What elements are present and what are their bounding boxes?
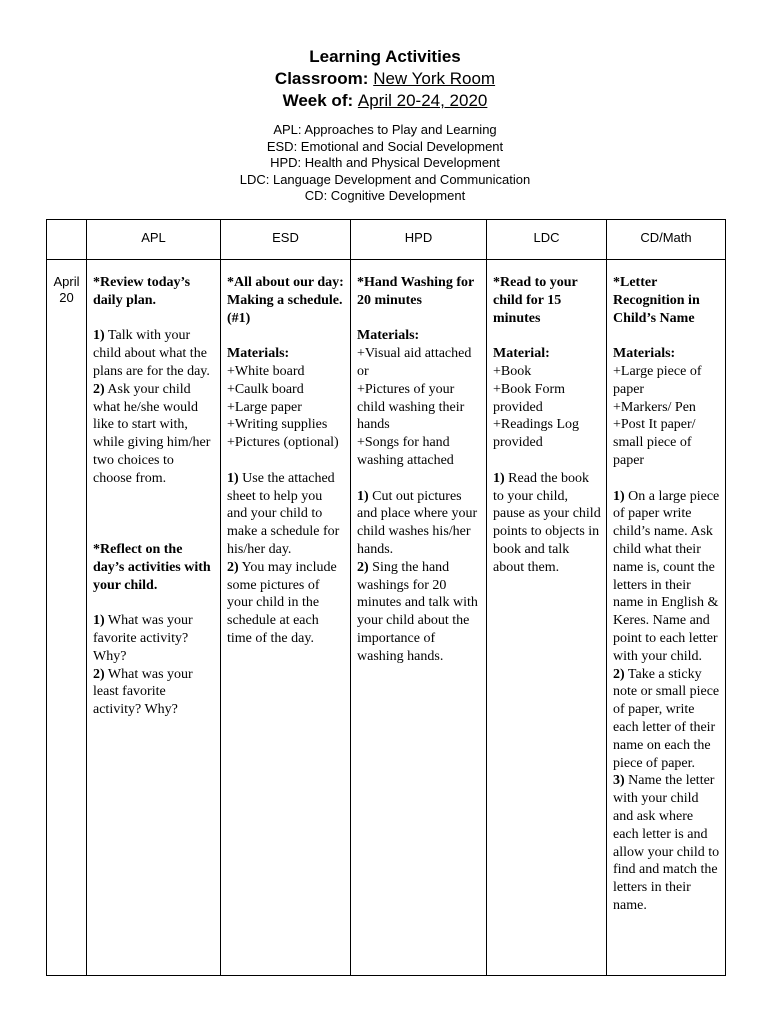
date-cell xyxy=(47,260,87,976)
apl-reflect-heading: *Reflect on the day’s activities with your child. xyxy=(93,541,211,593)
legend-item-esd: ESD: Emotional and Social Development xyxy=(266,138,504,154)
legend-item-hpd: HPD: Health and Physical Development xyxy=(270,155,500,171)
cd-step-3: 3) Name the letter with your child and ask where each letter is and allow your child to find and match the letters in their name. xyxy=(613,773,720,913)
cd-material-item: +Large piece of paper xyxy=(613,363,702,397)
cd-material-item: +Post It paper/ small piece of paper xyxy=(613,417,696,468)
esd-step-1: 1) Use the attached sheet to help you and your child to make a schedule for his/her day. xyxy=(227,470,340,557)
cd-step-2: 2) Take a sticky note or small piece of paper, write each letter of their name on each the piece of paper. xyxy=(613,666,720,771)
column-header-ldc: LDC xyxy=(487,220,607,260)
apl-heading: *Review today’s daily plan. xyxy=(93,275,191,308)
classroom-value: New York Room xyxy=(373,69,496,88)
column-header-apl: APL xyxy=(87,220,221,260)
apl-question-2: 2) What was your least favorite activity? Why? xyxy=(93,666,193,718)
table-header-row xyxy=(47,220,726,260)
apl-question-1: 1) What was your favorite activity? Why? xyxy=(93,613,193,664)
classroom-line xyxy=(0,68,770,90)
esd-cell xyxy=(221,260,351,976)
esd-material-item: +Caulk board xyxy=(227,381,304,397)
legend-item-cd: CD: Cognitive Development xyxy=(304,188,466,204)
hpd-cell xyxy=(351,260,487,976)
cd-material-item: +Markers/ Pen xyxy=(613,399,696,415)
apl-cell xyxy=(87,260,221,976)
cd-materials-label: Materials: xyxy=(613,346,676,362)
hpd-heading: *Hand Washing for 20 minutes xyxy=(357,275,474,308)
document-header xyxy=(0,46,770,205)
week-line xyxy=(0,90,770,112)
ldc-material-item: +Readings Log provided xyxy=(493,417,580,451)
date-month: April xyxy=(53,274,80,289)
legend-item-apl: APL: Approaches to Play and Learning xyxy=(273,122,497,137)
esd-material-item: +Writing supplies xyxy=(227,417,328,433)
hpd-step-1: 1) Cut out pictures and place where your child washes his/her hands. xyxy=(357,488,478,557)
cd-math-cell xyxy=(607,260,726,976)
ldc-material-label: Material: xyxy=(493,346,550,362)
ldc-material-item: +Book Form provided xyxy=(493,381,566,415)
column-header-esd: ESD xyxy=(221,220,351,260)
ldc-step-1: 1) Read the book to your child, pause as your child points to objects in book and talk about them. xyxy=(493,470,601,575)
apl-step-2: 2) Ask your child what he/she would like to start with, while giving him/her two choices to choose from. xyxy=(93,381,211,486)
cd-heading: *Letter Recognition in Child’s Name xyxy=(613,275,700,326)
hpd-material-item: +Visual aid attached or xyxy=(357,346,472,379)
column-header-cd-math: CD/Math xyxy=(607,220,726,260)
esd-heading: *All about our day: Making a schedule. (#1) xyxy=(227,275,344,326)
esd-material-item: +Large paper xyxy=(227,399,302,415)
classroom-label: Classroom: xyxy=(274,69,369,88)
ldc-material-item: +Book xyxy=(493,363,532,379)
page-title: Learning Activities xyxy=(309,47,461,66)
abbreviation-legend xyxy=(0,122,770,205)
hpd-materials-label: Materials: xyxy=(357,328,420,344)
hpd-material-item: +Pictures of your child washing their hands xyxy=(357,381,465,433)
ldc-heading: *Read to your child for 15 minutes xyxy=(493,275,578,326)
ldc-cell xyxy=(487,260,607,976)
table-row xyxy=(47,260,726,976)
corner-cell xyxy=(47,220,87,260)
column-header-hpd: HPD xyxy=(351,220,487,260)
week-value: April 20-24, 2020 xyxy=(357,91,488,110)
cd-step-1: 1) On a large piece of paper write child’s name. Ask child what their name is, count the letters in their name in English & Keres. Name and point to each letter with your child. xyxy=(613,488,720,664)
week-label: Week of: xyxy=(282,91,354,110)
esd-material-item: +Pictures (optional) xyxy=(227,435,339,451)
esd-material-item: +White board xyxy=(227,363,305,379)
hpd-material-item: +Songs for hand washing attached xyxy=(357,435,454,468)
esd-materials-label: Materials: xyxy=(227,346,290,362)
esd-step-2: 2) You may include some pictures of your child in the schedule at each time of the day. xyxy=(227,559,337,646)
hpd-step-2: 2) Sing the hand washings for 20 minutes and talk with your child about the importance of washing hands. xyxy=(357,559,478,664)
activities-table xyxy=(46,219,726,976)
date-day: 20 xyxy=(59,290,74,305)
legend-item-ldc: LDC: Language Development and Communication xyxy=(239,171,531,187)
apl-step-1: 1) Talk with your child about what the plans are for the day. xyxy=(93,328,210,379)
